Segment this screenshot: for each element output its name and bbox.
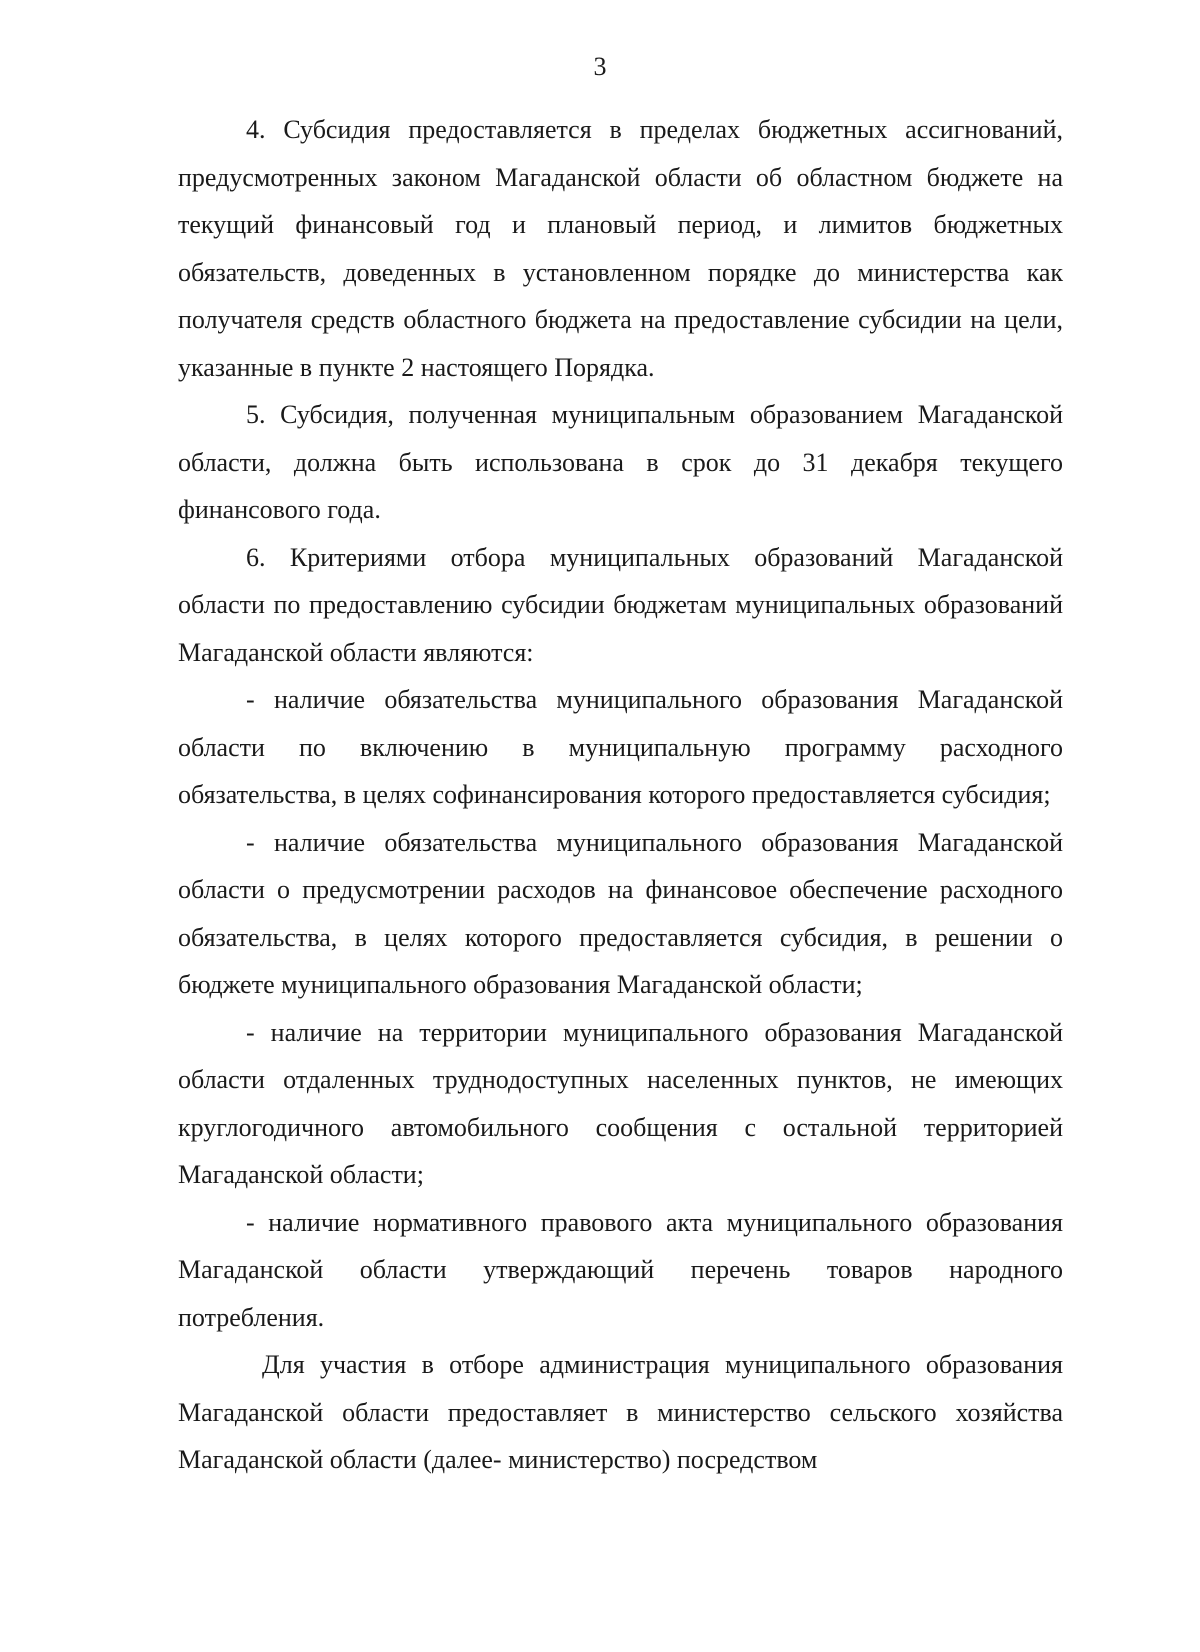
criterion-item: - наличие на территории муниципального образования Магаданской области отдаленных труднодоступных населенных пунктов, не имеющих круглогодичного автомобильного сообщения с остальной территорией Магаданской области; bbox=[178, 1017, 1063, 1189]
paragraph-4: 4. Субсидия предоставляется в пределах бюджетных ассигнований, предусмотренных законом Магаданской области об областном бюджете на текущий финансовый год и плановый период, и лимитов бюджетных обязательств, доведенных в установленном порядке до министерства как получателя средств областного бюджета на предоставление субсидии на цели, указанные в пункте 2 настоящего Порядка. bbox=[178, 115, 1063, 382]
paragraph-5: 5. Субсидия, полученная муниципальным образованием Магаданской области, должна быть использована в срок до 31 декабря текущего финансового года. bbox=[178, 400, 1063, 524]
page-number: 3 bbox=[593, 52, 607, 81]
paragraph-6: 6. Критериями отбора муниципальных образований Магаданской области по предоставлению субсидии бюджетам муниципальных образований Магаданской области являются: bbox=[178, 542, 1063, 667]
document-body bbox=[178, 106, 1063, 1484]
criterion-item: - наличие нормативного правового акта муниципального образования Магаданской области утверждающий перечень товаров народного потребления. bbox=[178, 1207, 1063, 1332]
selection-procedure-paragraph: Для участия в отборе администрация муниципального образования Магаданской области предоставляет в министерство сельского хозяйства Магаданской области (далее- министерство) посредством bbox=[178, 1350, 1063, 1474]
criterion-item: - наличие обязательства муниципального образования Магаданской области по включению в муниципальную программу расходного обязательства, в целях софинансирования которого предоставляется субсидия; bbox=[178, 685, 1063, 809]
criterion-item: - наличие обязательства муниципального образования Магаданской области о предусмотрении расходов на финансовое обеспечение расходного обязательства, в целях которого предоставляется субсидия, в решении о бюджете муниципального образования Магаданской области; bbox=[178, 827, 1063, 999]
